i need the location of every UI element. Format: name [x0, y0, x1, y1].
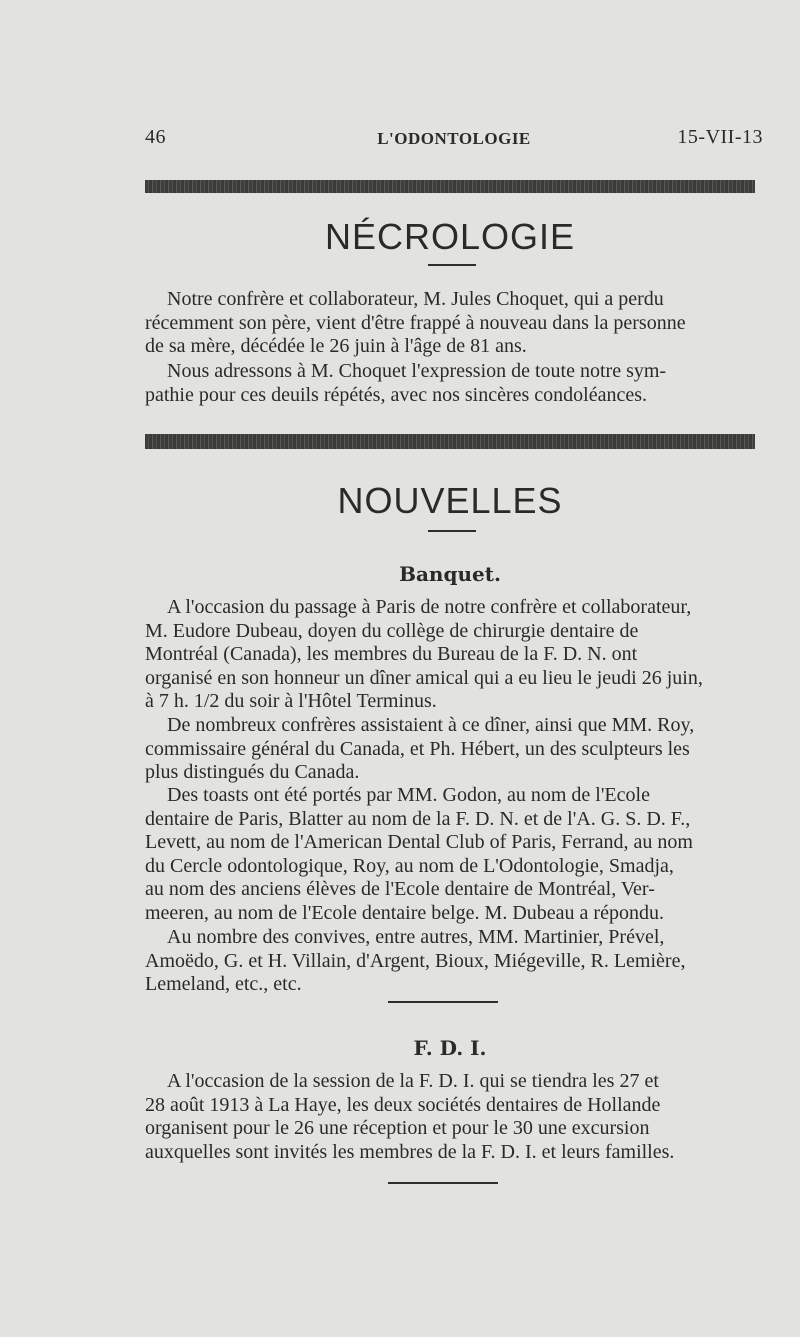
text-line: de sa mère, décédée le 26 juin à l'âge de 81 ans.: [145, 335, 527, 358]
text-line: auxquelles sont invités les membres de la F. D. I. et leurs familles.: [145, 1140, 675, 1163]
heading-underline: [428, 530, 476, 532]
paragraph: [145, 926, 757, 997]
section-heading-nouvelles: NOUVELLES: [337, 480, 563, 521]
text-line: organisent pour le 26 une réception et pour le 30 une excursion: [145, 1117, 650, 1140]
section-rule-bar: [145, 434, 755, 449]
text-line: organisé en son honneur un dîner amical qui a eu lieu le jeudi 26 juin,: [145, 666, 703, 689]
issue-date: 15-VII-13: [677, 126, 763, 148]
paragraph: [145, 360, 757, 407]
text-line: Amoëdo, G. et H. Villain, d'Argent, Bioux, Miégeville, R. Lemière,: [145, 949, 686, 972]
journal-title: L'ODONTOLOGIE: [377, 129, 531, 148]
text-line: Levett, au nom de l'American Dental Club of Paris, Ferrand, au nom: [145, 831, 693, 854]
text-line: M. Eudore Dubeau, doyen du collège de chirurgie dentaire de: [145, 619, 639, 642]
paragraph: [145, 714, 757, 785]
text-line: au nom des anciens élèves de l'Ecole dentaire de Montréal, Ver-: [145, 878, 655, 901]
text-line: Lemeland, etc., etc.: [145, 973, 302, 996]
text-line: A l'occasion de la session de la F. D. I. qui se tiendra les 27 et: [167, 1070, 659, 1092]
paragraph: [145, 1070, 757, 1164]
section-rule-bar: [145, 180, 755, 193]
text-line: commissaire général du Canada, et Ph. Hébert, un des sculpteurs les: [145, 737, 690, 760]
text-line: récemment son père, vient d'être frappé à nouveau dans la personne: [145, 311, 686, 334]
text-line: dentaire de Paris, Blatter au nom de la F. D. N. et de l'A. G. S. D. F.,: [145, 807, 691, 830]
section-heading-necrologie: NÉCROLOGIE: [324, 216, 576, 257]
text-line: Nous adressons à M. Choquet l'expression de toute notre sym-: [167, 360, 667, 382]
paragraph: [145, 784, 757, 926]
subheading-fdi: F. D. I.: [413, 1036, 487, 1060]
paragraph: [145, 288, 757, 359]
separator-rule: [388, 1182, 498, 1184]
text-line: 28 août 1913 à La Haye, les deux sociétés dentaires de Hollande: [145, 1093, 661, 1116]
text-line: pathie pour ces deuils répétés, avec nos sincères condoléances.: [145, 383, 648, 406]
text-line: du Cercle odontologique, Roy, au nom de L'Odontologie, Smadja,: [145, 854, 674, 877]
text-line: De nombreux confrères assistaient à ce dîner, ainsi que MM. Roy,: [167, 714, 695, 736]
text-line: A l'occasion du passage à Paris de notre confrère et collaborateur,: [167, 596, 692, 618]
separator-rule: [388, 1001, 498, 1003]
text-line: Au nombre des convives, entre autres, MM. Martinier, Prével,: [167, 926, 665, 948]
subheading-banquet: Banquet.: [399, 562, 501, 586]
page-number: 46: [145, 126, 166, 148]
text-line: Montréal (Canada), les membres du Bureau de la F. D. N. ont: [145, 643, 638, 666]
paragraph: [145, 596, 757, 714]
text-line: Notre confrère et collaborateur, M. Jules Choquet, qui a perdu: [167, 288, 664, 310]
heading-underline: [428, 264, 476, 266]
text-line: Des toasts ont été portés par MM. Godon, au nom de l'Ecole: [167, 784, 650, 806]
text-line: meeren, au nom de l'Ecole dentaire belge. M. Dubeau a répondu.: [145, 901, 664, 924]
text-line: plus distingués du Canada.: [145, 761, 360, 784]
text-line: à 7 h. 1/2 du soir à l'Hôtel Terminus.: [145, 690, 437, 713]
running-head: [145, 126, 763, 156]
